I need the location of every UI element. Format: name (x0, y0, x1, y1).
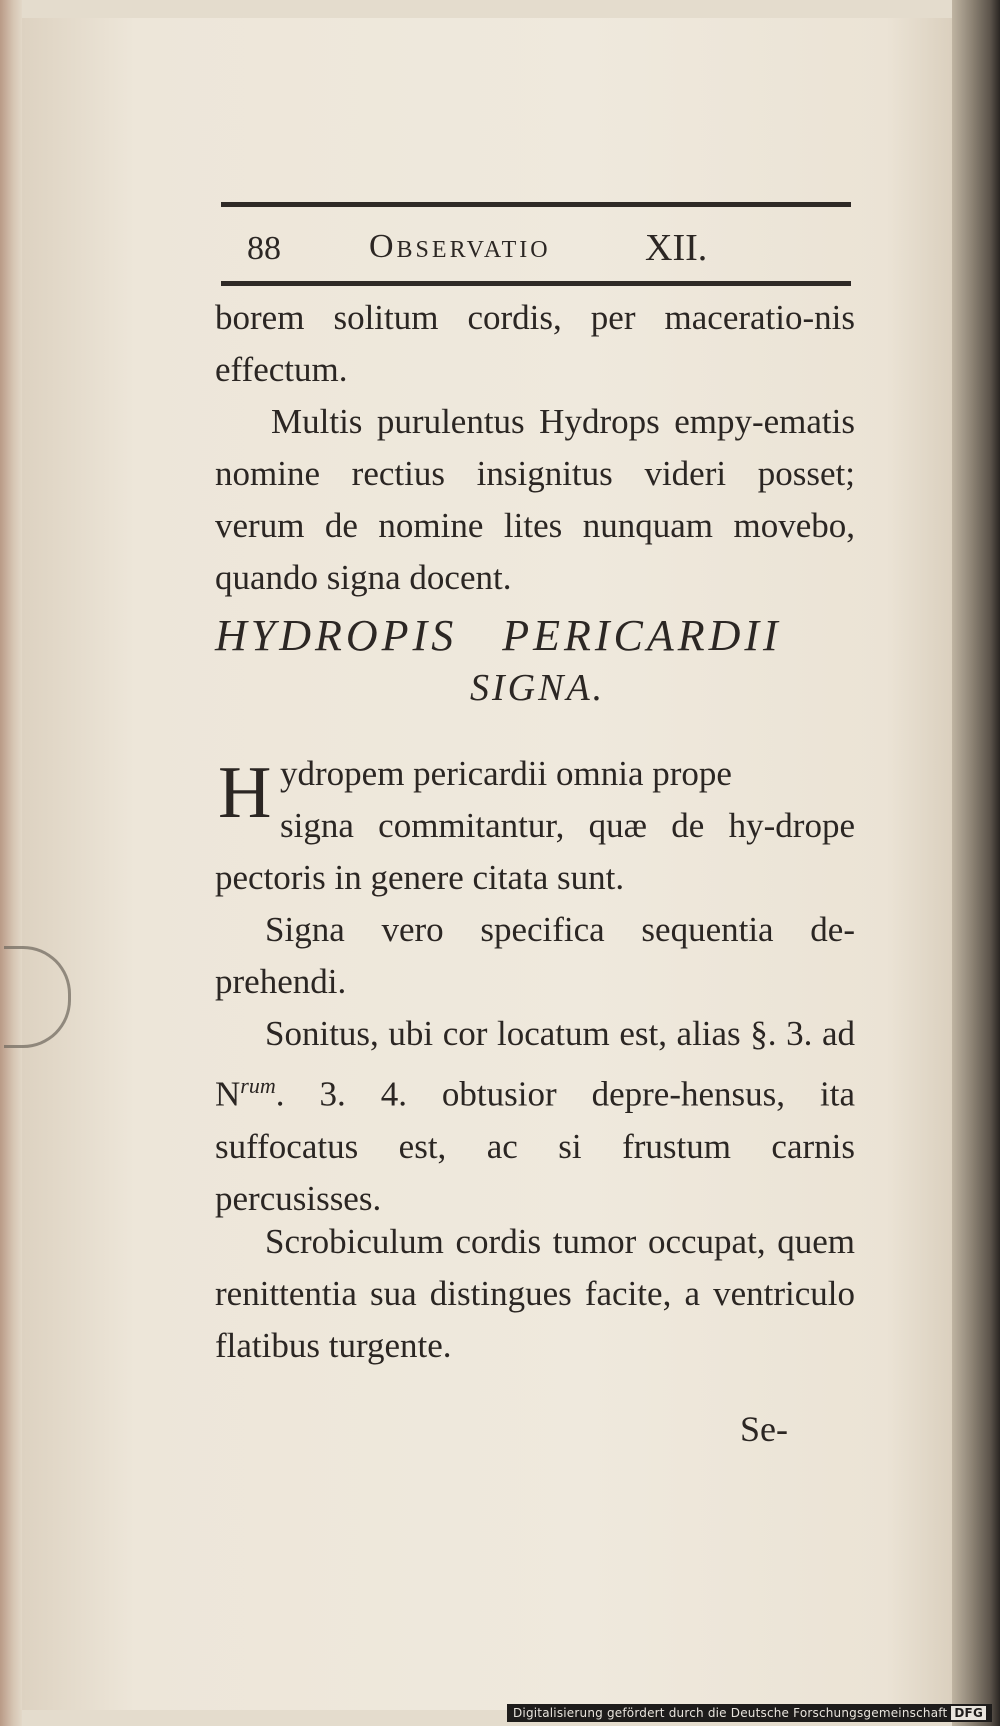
header-rule-top (221, 202, 851, 207)
running-number: XII. (645, 227, 708, 269)
page-number: 88 (247, 230, 281, 267)
dfg-logo: DFG (951, 1706, 986, 1720)
credit-text: Digitalisierung gefördert durch die Deutsche Forschungsgemeinschaft (512, 1706, 948, 1720)
digitization-credit (507, 1704, 992, 1722)
catchword: Se- (740, 1409, 788, 1449)
paragraph-5-superscript: rum (240, 1073, 276, 1098)
section-subheading: SIGNA. (470, 667, 606, 709)
clip-mark (4, 946, 71, 1048)
paragraph-5 (215, 1008, 855, 1225)
paragraph-1: borem solitum cordis, per maceratio-nis effectum. (215, 298, 855, 389)
paragraph-5-part-b: . 3. 4. obtusior depre-hensus, ita suffocatus est, ac si frustum carnis percusisses. (215, 1074, 855, 1218)
paragraph-3-first-line: ydropem pericardii omnia prope (280, 754, 732, 793)
drop-cap: H (218, 752, 272, 834)
running-header (221, 220, 851, 272)
header-rule-bottom (221, 281, 851, 286)
section-heading: HYDROPIS PERICARDII (215, 611, 782, 660)
book-gutter (952, 0, 1000, 1726)
paragraph-4: Signa vero specifica sequentia de-prehendi. (215, 910, 855, 1001)
paragraph-2: Multis purulentus Hydrops empy-ematis nomine rectius insignitus videri posset; verum de nomine lites nunquam movebo, quando signa docent. (215, 402, 855, 597)
paragraph-5-part-a: Sonitus, ubi cor locatum est, alias §. 3. ad N (215, 1014, 855, 1114)
paragraph-6: Scrobiculum cordis tumor occupat, quem renittentia sua distingues facite, a ventriculo flatibus turgente. (215, 1222, 855, 1365)
paragraph-3: signa commitantur, quæ de hy-drope pectoris in genere citata sunt. (215, 806, 855, 897)
running-title: Observatio (369, 228, 551, 265)
previous-page-edge (0, 0, 22, 1726)
